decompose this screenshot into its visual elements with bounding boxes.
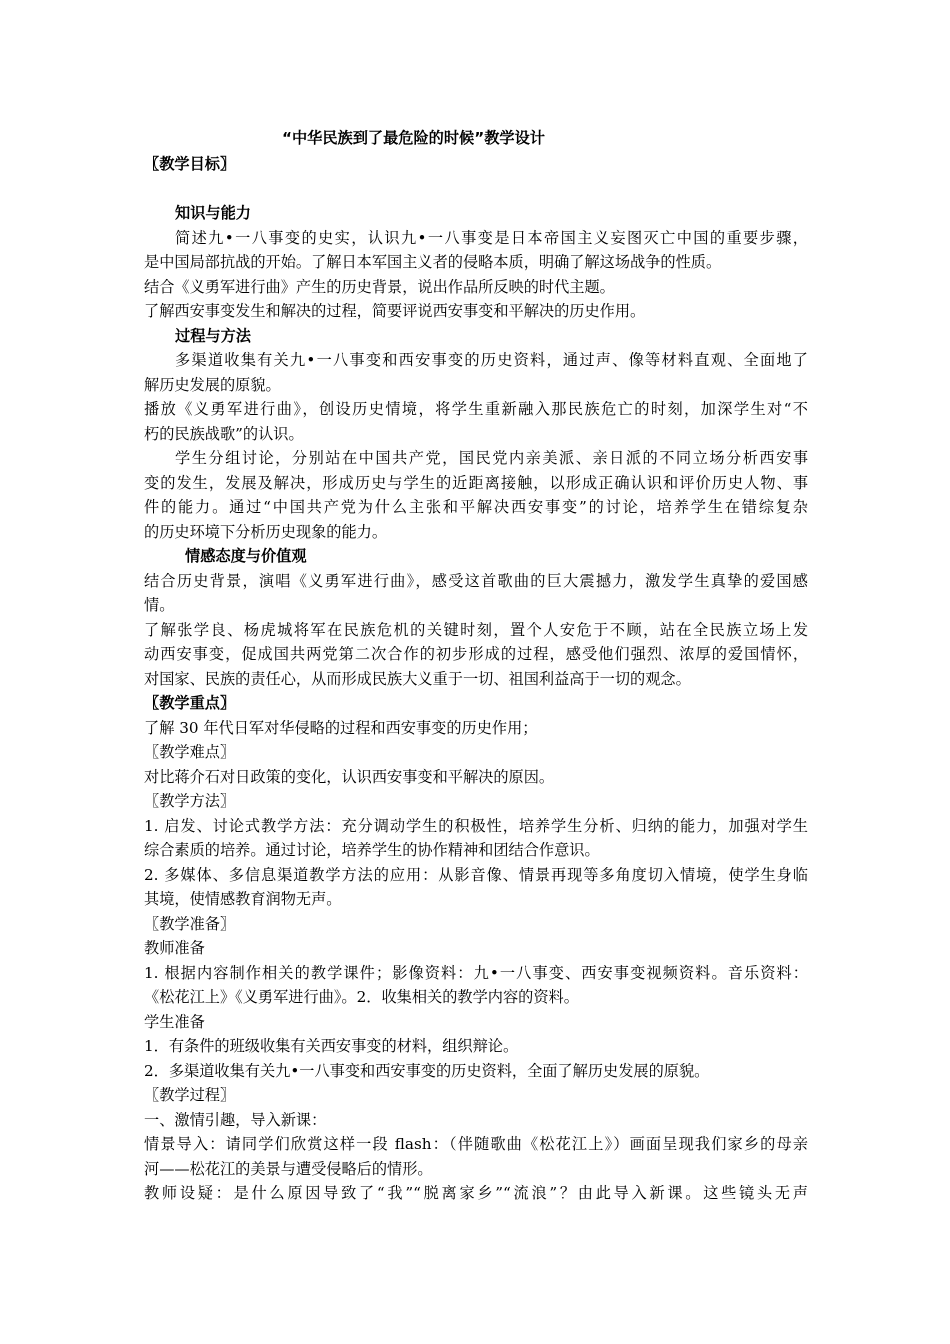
paragraph-line: 综合素质的培养。通过讨论，培养学生的协作精神和团结合作意识。 bbox=[144, 841, 600, 859]
paragraph-line: 教师设疑：是什么原因导致了“我”“脱离家乡”“流浪”？由此导入新课。这些镜头无声 bbox=[144, 1184, 808, 1202]
blank-line bbox=[144, 177, 808, 202]
paragraph-line: 情景导入：请同学们欣赏这样一段 flash：（伴随歌曲《松花江上》）画面呈现我们家乡的母亲 bbox=[144, 1135, 808, 1153]
paragraph-line: 对比蒋介石对日政策的变化，认识西安事变和平解决的原因。 bbox=[144, 767, 555, 786]
teacher-prep-label: 教师准备 bbox=[144, 939, 205, 957]
paragraph-line: 播放《义勇军进行曲》，创设历史情境，将学生重新融入那民族危亡的时刻，加深学生对“不 bbox=[144, 400, 808, 418]
paragraph-line: 变的发生，发展及解决，形成历史与学生的近距离接触，以形成正确认识和评价历史人物、事 bbox=[144, 473, 808, 492]
paragraph-line: 结合历史背景，演唱《义勇军进行曲》，感受这首歌曲的巨大震撼力，激发学生真挚的爱国感 bbox=[144, 571, 808, 590]
section-difficulty-heading: 〖教学难点〗 bbox=[144, 743, 236, 761]
paragraph-line: 结合《义勇军进行曲》产生的历史背景，说出作品所反映的时代主题。 bbox=[144, 277, 615, 296]
paragraph-line: 简述九•一八事变的史实，认识九•一八事变是日本帝国主义妄图灭亡中国的重要步骤， bbox=[175, 228, 808, 247]
subheading-emotion: 情感态度与价值观 bbox=[185, 547, 307, 565]
paragraph-line: 其境，使情感教育润物无声。 bbox=[144, 890, 342, 908]
section-goals-heading: 〖教学目标〗 bbox=[144, 155, 236, 173]
section-key-heading: 〖教学重点〗 bbox=[144, 694, 236, 712]
paragraph-line: 1. 根据内容制作相关的教学课件；影像资料：九•一八事变、西安事变视频资料。音乐资料： bbox=[144, 963, 808, 982]
subheading-process: 过程与方法 bbox=[175, 326, 251, 345]
paragraph-line: 了解 30 年代日军对华侵略的过程和西安事变的历史作用； bbox=[144, 718, 538, 737]
section-process-heading: 〖教学过程〗 bbox=[144, 1086, 236, 1104]
section-method-heading: 〖教学方法〗 bbox=[144, 792, 236, 810]
paragraph-line: 件的能力。通过“中国共产党为什么主张和平解决西安事变”的讨论，培养学生在错综复杂 bbox=[144, 498, 808, 516]
paragraph-line: 学生分组讨论，分别站在中国共产党，国民党内亲美派、亲日派的不同立场分析西安事 bbox=[175, 449, 808, 467]
page-title: “中华民族到了最危险的时候”教学设计 bbox=[282, 129, 545, 147]
paragraph-line: 1. 启发、讨论式教学方法：充分调动学生的积极性，培养学生分析、归纳的能力，加强对学生 bbox=[144, 816, 808, 835]
paragraph-line: 是中国局部抗战的开始。了解日本军国主义者的侵略本质，明确了解这场战争的性质。 bbox=[144, 253, 722, 271]
paragraph-line: 2．多渠道收集有关九•一八事变和西安事变的历史资料，全面了解历史发展的原貌。 bbox=[144, 1061, 710, 1080]
paragraph-line: 了解西安事变发生和解决的过程，简要评说西安事变和平解决的历史作用。 bbox=[144, 302, 646, 320]
paragraph-line: 《松花江上》《义勇军进行曲》。2．收集相关的教学内容的资料。 bbox=[144, 988, 579, 1006]
step-heading: 一、激情引趣，导入新课： bbox=[144, 1110, 327, 1129]
paragraph-line: 河——松花江的美景与遭受侵略后的情形。 bbox=[144, 1159, 433, 1178]
paragraph-line: 了解张学良、杨虎城将军在民族危机的关键时刻，置个人安危于不顾，站在全民族立场上发 bbox=[144, 620, 808, 639]
paragraph-line: 朽的民族战歌”的认识。 bbox=[144, 424, 304, 443]
paragraph-line: 多渠道收集有关九•一八事变和西安事变的历史资料，通过声、像等材料直观、全面地了 bbox=[175, 351, 808, 369]
student-prep-label: 学生准备 bbox=[144, 1012, 205, 1031]
paragraph-line: 情。 bbox=[144, 596, 175, 614]
paragraph-line: 2. 多媒体、多信息渠道教学方法的应用：从影音像、情景再现等多角度切入情境，使学生身临 bbox=[144, 865, 808, 884]
subheading-knowledge: 知识与能力 bbox=[175, 204, 251, 222]
paragraph-line: 解历史发展的原貌。 bbox=[144, 375, 281, 394]
section-prep-heading: 〖教学准备〗 bbox=[144, 914, 236, 933]
document-page bbox=[144, 120, 808, 1206]
paragraph-line: 的历史环境下分析历史现象的能力。 bbox=[144, 522, 387, 541]
paragraph-line: 动西安事变，促成国共两党第二次合作的初步形成的过程，感受他们强烈、浓厚的爱国情怀， bbox=[144, 645, 808, 663]
paragraph-line: 对国家、民族的责任心，从而形成民族大义重于一切、祖国利益高于一切的观念。 bbox=[144, 669, 691, 688]
paragraph-line: 1．有条件的班级收集有关西安事变的材料，组织辩论。 bbox=[144, 1037, 519, 1055]
